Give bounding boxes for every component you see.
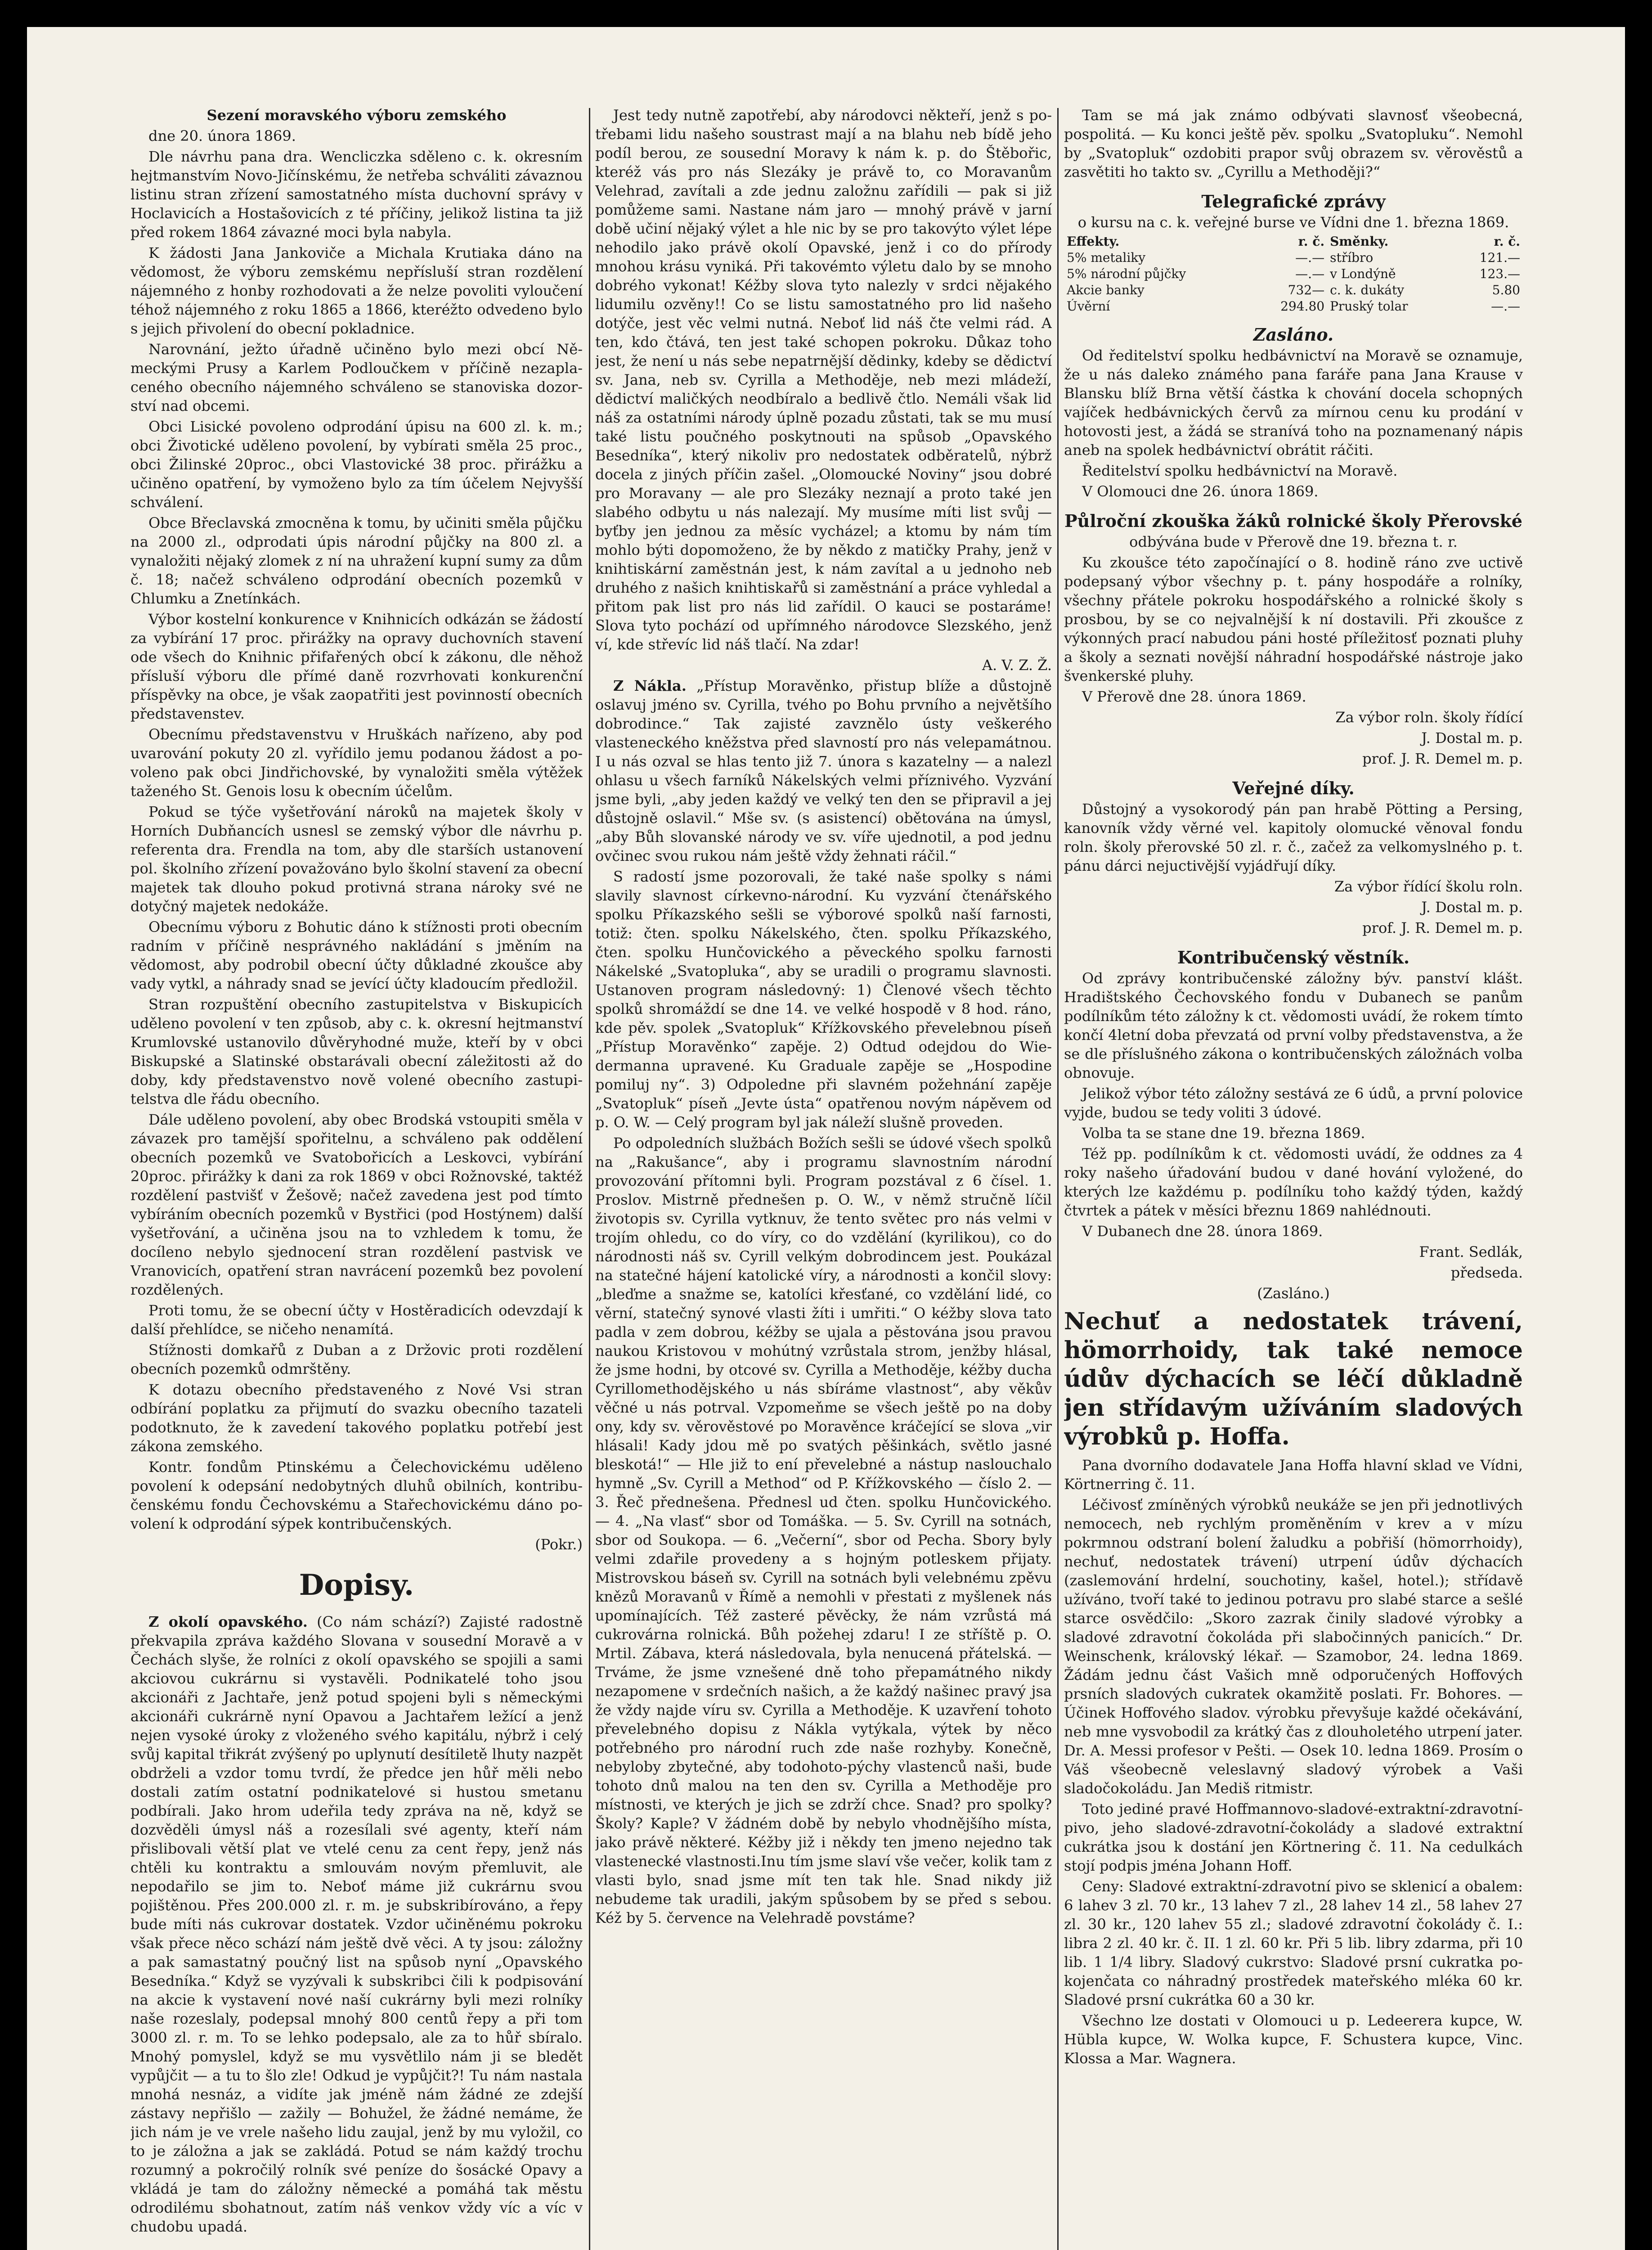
- paragraph: Obci Lisické povoleno odprodání úpisu na 600 zl. k. m.; obci Životické uděleno povolení, by vybírati směla 25 proc., obci Žilinské 20proc., obci Vlastovické 38 proc. přirážku a učiněno opatření, by vymoženo bylo za tím účelem Nejvyšší schválení.: [130, 418, 583, 511]
- quotes-row: [1064, 266, 1523, 282]
- nakla-text-1: „Přístup Moravěnko, přistup blíže a důstojně oslavuj jméno sv. Cyrilla, tvého po Bohu prvního a největšího dobrodince.“ Tak zajisté zavznělo ústy veškerého vlasteneckého kněžstva před slavností pro nás velepamátnou. I u nás ozval se hlas tento již 7. února s kazatelny — a nalezl ohlasu u všech farníků Nákelských velmi příznivého. Vyzvání jsme byli, „aby jeden každý ve velký ten den se připravil a jej důstojně oslavil.“ Mše sv. (s asistencí) obětována na úmysl, „aby Bůh slovanské národy ve sv. víře ujednotil, a pod jednu ovčinec svou rukou nám ještě vždy žehnati ráčil.“: [595, 677, 1052, 864]
- advert-body: [1064, 1456, 1523, 2068]
- quotes-head-effects: Effekty.: [1067, 234, 1120, 249]
- nakla-heading: Z Nákla.: [613, 677, 687, 694]
- paragraph: Frant. Sedlák,: [1419, 1243, 1523, 1260]
- paragraph: předseda.: [1450, 1264, 1523, 1281]
- paragraph: dne 20. února 1869.: [148, 127, 296, 144]
- quote-label: 5% národní půjčky: [1067, 266, 1186, 281]
- paragraph: Kontr. fondům Ptinskému a Čelechovickému uděleno povolení k odepsání nedobytných dluhů obilních, kontribučenskému fondu Čechovskému a Stařechovickému dáno povolení k odprodání sýpek kontribučenských.: [130, 1458, 583, 1532]
- zaslano-notice: [1064, 346, 1523, 501]
- quote-label: 5% metaliky: [1067, 250, 1146, 265]
- paragraph: Proti tomu, že se obecní účty v Hostěradicích odevzdají k další přehlídce, se ničeho nenamítá.: [130, 1302, 583, 1338]
- paragraph: Za výbor řídící školu roln.: [1334, 878, 1523, 895]
- paragraph: V Přerově dne 28. února 1869.: [1082, 688, 1306, 705]
- quote-value: —.—: [1491, 299, 1520, 314]
- paragraph: prof. J. R. Demel m. p.: [1362, 750, 1523, 767]
- thanks-notice: [1064, 800, 1523, 875]
- quote-label: stříbro: [1330, 250, 1374, 265]
- contrib-title: Kontribučenský věstník.: [1177, 947, 1410, 968]
- quotes-row: [1064, 282, 1523, 298]
- paragraph: Všechno lze dostati v Olomouci u p. Ledeerera kupce, W. Hübla kupce, W. Wolka kupce, F. Schustera kupce, Vinc. Klossa a Mar. Wagnera.: [1064, 2012, 1523, 2067]
- paragraph: Léčivosť zmíněných výrobků neukáže se jen při jednotlivých nemocech, neb rychlým proměněním v krev a v mízu pokrmnou odstraní bolení žaludku a pobřiší (hömorrhoidy), nechuť, nedostatek trávení) utrpení údův dýchacích (zaslemování hrdelní, souchotiny, kašel, hotel.); střídavě užíváno, tvoří také to jedinou potravu pro slabé starce a sešlé starce osvědčilo: „Skoro zazrak činily sladové výrobky a sladové zdravotní čokoláda při slabočinných panicích.“ Dr. Weinschenk, královský lékař. — Szamobor, 24. ledna 1869. Žádám jednu část Vašich mně odporučených Hoffových prsních sladových cukratek okamžitě poslati. Fr. Bohores. — Účinek Hoffového sladov. výrobku převyšuje každé očekávání, neb mne vysvobodil za krátký čas z dlouholetého utrpení jater. Dr. A. Messi profesor v Pešti. — Osek 10. ledna 1869. Prosím o Váš všeobecně veleslavný sladový výrobek a Vaši sladočokoládu. Jan Mediš ritmistr.: [1064, 1496, 1523, 1797]
- paragraph: K žádosti Jana Jankoviče a Michala Krutiaka dáno na vědomost, že výboru zemskému nepřísluší stran rozdělení nájemného z honby rozhodovati a že nelze povoliti vyloučení téhož nájemného z roku 1865 a 1866, kteréžto odvedeno bylo s jejich přivolení do obecní pokladnice.: [130, 244, 583, 337]
- exam-subtitle: odbývána bude v Přerově dne 19. března t. r.: [1129, 533, 1458, 550]
- paragraph: Obce Břeclavská zmocněna k tomu, by učiniti směla půjčku na 2000 zl., odprodati úpis národní půjčky na 800 zl. a vynaložiti nějaký zlomek z ní na uhražení kupní sumy za dům č. 18; načež schváleno odprodání obecních pozemků v Chlumku a Znetínkách.: [130, 514, 583, 607]
- quote-value: 5.80: [1492, 283, 1520, 297]
- quote-value: 121.—: [1479, 250, 1520, 265]
- thanks-signatures: [1064, 877, 1523, 937]
- quote-label: c. k. dukáty: [1330, 283, 1405, 297]
- quote-label: Akcie banky: [1067, 283, 1145, 297]
- paragraph: Jelikož výbor této záložny sestává ze 6 údů, a první polovice vyjde, budou se tedy voliti 3 údové.: [1064, 1085, 1523, 1121]
- paragraph: Též pp. podílníkům k ct. vědomosti uvádí, že oddnes za 4 roky našeho úřadování budou v dané hování vyložené, do kterých lze každému p. podílníku toho každý týden, každý čtvrtek a pátek v měsíci březnu 1869 nahlédnouti.: [1064, 1145, 1523, 1219]
- quote-value: 294.80: [1280, 299, 1325, 314]
- exchange-quotes-table: [1064, 234, 1523, 315]
- letter-continuation: Jest tedy nutně zapotřebí, aby národovci někteří, jenž s potřebami lidu našeho soustrast mají a na blahu neb bídě jeho podíl berou, ze sousední Moravy k nám k. p. do Štěbořic, kteréž vás pro nás Slezáky je právě to, co Moravanům Velehrad, zavítali a zde jednu založnu zařídili — pak si již pomůžeme sami. Nastane nám jaro — mnohý právě v jarní době učiní nějaký výlet a hle nic by se pro takovýto výlet lépe nehodilo jako právě okolí Opavské, jenž i co do přírody mnohou krásu vyniká. Při takovémto výletu dalo by se mnoho dobrého vykonat! Kéžby slova tyto nalezly v srdci nějakého lidumilu ozvěny!! Co se listu samostatného pro lid našeho dotýče, jest věc velmi nutná. Neboť lid náš čte velmi rád. A ten, kdo čtává, ten jest také schopen pokroku. Důkaz toho jest, že není u nás sebe nepatrnější dědinky, kdeby se dědictví sv. Jana, neb sv. Cyrilla a Methoděje, neb mezi mládeží, dědictví maličkých neodbíralo a bedlivě čtlo. Nemáli však lid náš za ostatními národy úplně pozadu zůstati, tak se mu musí také listu poučného poskytnouti na spůsob „Opavského Besedníka“, který nikoliv pro nedostatek odběratelů, nýbrž docela z jiných příčin zašel. „Olomoucké Noviny“ jsou dobré pro Moravany — ale pro Slezáky neznají a proto také jen slabého odbytu u nás nalezají. My musíme míti list svůj — byťby jen jednou za měsíc vycházel; a ktomu by nám tím mohlo býti dopomoženo, že by někdo z matičky Prahy, jenž v knihtiskární zaměstnán jest, k nám zavítal a u jednoho neb druhého z našich knihtiskařů si zaměstnání a práce vyhledal a přitom pak list pro nás lid zařídil. O kauci se postaráme! Slova tyto pochází od upřímného národovce Slezského, jenž ví, kde střevíc lid náš tlačí. Na zdar!: [595, 107, 1052, 653]
- paragraph: V Dubanech dne 28. února 1869.: [1082, 1223, 1323, 1240]
- nakla-text-2: S radostí jsme pozorovali, že také naše spolky s námi slavily slavnost církevno-národní. Ku vyzvání čtenářského spolku Příkazského sešli se výborové spolků naší farnosti, totiž: čten. spolku Nákelského, čten. spolku Příkazského, čten. spolku Hunčovického a pěveckého spolku farnosti Nákelské „Svatopluka“, aby se uradili o programu slavnosti. Ustanoven program následovný: 1) Členové všech těchto spolků shromáždí se dne 14. ve velké hospodě v 8 hod. ráno, kde pěv. spolek „Svatopluk“ Křížkovského převelebnou píseň „Přístup Moravěnko“ zapěje. 2) Odtud odejdou do Wiedermanna upravené. Ku Graduale zapěje se „Hospodine pomiluj ny“. 3) Odpoledne při slavném požehnání zapěje „Svatopluk“ píseň „Jevte ústa“ opatřenou novým nápěvem od p. O. W. — Celý program byl jak náleží slušně proveden.: [595, 868, 1052, 1131]
- telegraph-subtitle: o kursu na c. k. veřejné burse ve Vídni dne 1. března 1869.: [1077, 214, 1509, 231]
- quotes-head-rc1: r. č.: [1298, 234, 1325, 249]
- paragraph: Od zprávy kontribučenské záložny býv. panství klášt. Hradištského Čechovského fondu v Dubanech se panům podílníkům této záložny k ct. vědomosti uvádí, že rokem tímto končí 4letní doba převzatá od první volby představenstva, a že se dle příslušného zákona o kontribučenských záložnách volba obnovuje.: [1064, 970, 1523, 1081]
- column-3: [1064, 106, 1523, 2250]
- newspaper-page: [27, 27, 1625, 2250]
- quotes-head-bills: Směnky.: [1330, 234, 1389, 249]
- letter-text: (Co nám schází?) Zajisté radostně překvapila zpráva každého Slovana v sousední Moravě a v Čechách slyše, že rolníci z okolí opavského se spojili a sami akciovou cukrárnu si vystavěli. Podnikatelé toho jsou akcionáři z Jachtaře, jenž potud spojeni byli s německými akcionáři cukrárně nyní Opavou a Jachtařem ležící a jenž nejen vysoké úroky z vloženého svého kapitálu, nýbrž i celý svůj kapital třikrát zvýšený po uplynutí desítiletě lhuty nazpět obdrželi a vzdor tomu tvrdí, že předce jen hůř měli nebo dostali zatím ostatní podnikatelové si hustou smetanu podbírali. Jako hrom udeřila tedy zpráva na ně, když se dozvěděli úmysl náš a rozesílali své agenty, kteří nám přislibovali větší plat ve vtelé cenu za cent řepy, jenž nás chtěli ku kontraktu a smlouvám novým přemluvit, ale nepodařilo se jim to. Neboť máme již cukrárnu svou pojištěnou. Přes 200.000 zl. r. m. je subskribírováno, a řepy bude míti nás cukrovar dostatek. Vzdor učiněnému pokroku však přece něco schází nám ještě dvě věci. A ty jsou: záložny a pak samastatný poučný list na spůsob nyní „Opavského Besedníka.“ Když se vyzývali k subskribci čili k podpisování na akcie k vystavení nové naší cukrárny byli mezi rolníky naše rozeslaly, podepsal mnohý 800 centů řepy a při tom 3000 zl. r. m. To se lehko podepsalo, ale za to hůř sbíralo. Mnohý pomyslel, když se mu vysvětlilo nám ji se bledět vypůjčit — a tu to šlo zle! Odkud je vypůjčit?! Tu nám nastala mnohá nesnáz, a vidíte jak jméně nám žádné ze zdejší zástavy nepřišlo — zažily — Bohužel, že žádné nemáme, že jich nám je ve vrele našeho lidu zaujal, jenž by mu vyložil, co to je záložna a jak se zakládá. Potud se nám každý trochu rozumný a pokročilý rolník své peníze do šosácké Opavy a vkládá je tam do záložny německé a pomáhá tak městu odrodilému sbohatnout, zatím náš venkov vždy víc a víc v chudobu upadá.: [130, 1613, 583, 2235]
- paragraph: Ceny: Sladové extraktní-zdravotní pivo se sklenicí a obalem: 6 lahev 3 zl. 70 kr., 13 lahev 7 zl., 28 lahev 14 zl., 58 lahev 27 zl. 30 kr., 120 lahev 55 zl.; sladové zdravotní čokolády č. I.: libra 2 zl. 40 kr. č. II. 1 zl. 60 kr. Při 5 lib. libry zdarma, při 10 lib. 1 1/4 libry. Sladový cukrstvo: Sladové prsní cukratka pokojenčata co náhradný prostředek mateřského mléka 60 kr. Sladové prsní cukrátka 60 a 30 kr.: [1064, 1878, 1523, 2008]
- paragraph: Volba ta se stane dne 19. března 1869.: [1082, 1125, 1365, 1142]
- quotes-header-row: [1064, 234, 1523, 250]
- column-rule-left: [589, 108, 590, 2250]
- paragraph: Obecnímu představenstvu v Hruškách nařízeno, aby pod uvarování pokuty 20 zl. vyřídilo jemu podanou žádost a povoleno pak obci Jindřichovské, by vynaložiti směla výtěžek taženého St. Genois losu k obecním účelům.: [130, 726, 583, 800]
- zaslano-title: Zasláno.: [1253, 324, 1334, 345]
- paragraph: Důstojný a vysokorodý pán pan hrabě Pötting a Persing, kanovník vždy věrné vel. kapitoly olomucké věnoval fondu roln. školy přerovské 50 zl. r. č., začež za velkomyslného p. t. pánu dárci nejuctivější vyjádřují díky.: [1064, 801, 1523, 874]
- quotes-head-rc2: r. č.: [1494, 234, 1520, 249]
- nakla-text-3: Po odpoledních službách Božích sešli se údové všech spolků na „Rakušance“, aby i programu slavnostním národní provozování přítomni byli. Program pozstával z 6 čísel. 1. Proslov. Mistrně přednešen p. O. W., v němž stručně líčil životopis sv. Cyrilla vytknuv, že tento světec pro nás velmi v trojím ohledu, co do víry, co do vzdělání (kyrilikou), co do národnosti náš sv. Cyrill velkým dobrodincem jest. Poukázal na statečné hájení katolické víry, a národnosti a končil slovy: „bleďme a snažme se, katolíci křesťané, co vzdělání lidé, co věrní, statečný synové vlasti žíti i umřiti.“ O kéžby slova tato padla v zem dobrou, kéžby se ujala a pěstována jsou pravou naukou Kristovou v mohútný vzrůstala strom, jenžby hlásal, že jsme hodni, by otcové sv. Cyrilla a Methoděje, kéžby ducha Cyrillomethodějského u nás sbíráme vlastnost“, aby věkův věčné u nás potrval. Vzpomeňme se všech ještě po na doby ony, kdy sv. věrověstové po Moravěnce kráčející se slova „vir hlásali! Kady jdou mě po svatých pěšinkách, světlo jasné bleskotá!“ — Hle již to ení převelebné a nástup naslouchalo hymně „Sv. Cyrill a Method“ od P. Křížkovského — číslo 2. — 3. Řeč přednešena. Přednesl ud čten. spolku Hunčovického. — 4. „Na vlasť“ sbor od Tomáška. — 5. Sv. Cyrill na sotnách, sbor od Soukopa. — 6. „Večerní“, sbor od Pecha. Sbory byly velmi zdařile provedeny a s hojným potleskem přijaty. Mistrovskou báseň sv. Cyrill na sotnách byli velebnému zpěvu knězů Moravanů v Římě a nemohli v přestati z myšlenek nás upomínajících. Též zasteré pěvěcky, že nám vzrůstá má cukrovárna rolnická. Bůh požehej zdaru! I ze stříště p. O. Mrtil. Zábava, která následovala, byla nenucená přátelská. — Trváme, že jsme vznešené dně toho přepamátného nikdy nezapomene v srdečních našich, a že každý našinec pravý jsa že vždy najde víru sv. Cyrilla a Methoděje. K uzavření tohoto převelebného dopisu z Nákla vytýkala, výtek by něco potřebného pro národní ruch zde naše rozhyby. Konečně, nebyloby zbytečné, aby todohoto-pýchy vlastenců naši, bude tohoto dnů malou na ten den sv. Cyrilla a Methoděje pro místnosti, ve kterých je jich se zdrží chce. Snad? pro spolky? Školy? Kaple? V žádném době by nebylo vhodnějšího místa, jako právě některé. Kéžby již i někdy ten jmeno nejedno tak vlastenecké vlastnosti.Inu tím jsme slaví vše večer, kolik tam z vlasti bylo, snad jsme mít ten tak hle. Snad nikdy již nebudeme tak uradili, jakým spůsobem by se před s sebou. Kéž by 5. července na Velehradě povstáme?: [595, 1134, 1052, 1926]
- session-report: [130, 126, 583, 1533]
- column-rule-right: [1057, 108, 1059, 2250]
- thanks-title: Veřejné díky.: [1232, 778, 1355, 798]
- section-title-letters: Dopisy.: [299, 1568, 414, 1602]
- letter-signature: A. V. Z. Ž.: [982, 657, 1052, 674]
- paragraph: Dále uděleno povolení, aby obec Brodská vstoupiti směla v závazek pro tamější spořitelnu, a schváleno pak oddělení obecních pozemků ve Svatobořicích a Leskovci, vybírání 20proc. přirážky k dani za rok 1869 v obci Rožnovské, taktéž rozdělení pastvišť v Žešově; načež zavedena jest pod tímto vybíráním obecních pozemků v Bystřici (pod Hostýnem) další vyšetřování, a učiněna jsou na to vzhledem k tomu, že docíleno nebylo sjednocení stran rozdělení pastvisk ve Vranovicích, opatření stran navrácení pozemků bez povolení rozdělených.: [130, 1111, 583, 1298]
- quote-value: —.—: [1295, 250, 1325, 265]
- paragraph: Stížnosti domkařů z Duban a z Držovic proti rozdělení obecních pozemků odmrštěny.: [130, 1341, 583, 1377]
- letter-heading: Z okolí opavského.: [148, 1613, 308, 1630]
- paragraph: Za výbor roln. školy řídící: [1335, 709, 1523, 726]
- paragraph: Od ředitelství spolku hedbávnictví na Moravě se oznamuje, že u nás daleko známého pana faráře pana Jana Krause v Blansku blíž Brna větší částka k chování docela schopných vajíček hedbávnických červů za mírnou cenu ku prodání v hotovosti jest, a žádá se stranívá toho na poznamenaný nápis aneb na spolek hedbávnictví obrátit ráčiti.: [1064, 347, 1523, 459]
- exam-title: Půlroční zkouška žáků rolnické školy Přerovské: [1064, 511, 1522, 531]
- letter-opava: [130, 1612, 583, 2236]
- paragraph: Výbor kostelní konkurence v Knihnicích odkázán se žádostí za vybírání 17 proc. přirážky na opravy duchovních stavení ode všech do Knihnic přifařených obcí k zákonu, dle něhož přísluší výboru dle přímé daně rozvrhovati konkurenční příspěvky na obce, je však zaopatřiti jest povinností obecních představenstev.: [130, 611, 583, 722]
- column-2: [595, 106, 1052, 2250]
- quote-value: 732—: [1288, 283, 1325, 297]
- contrib-notice: [1064, 969, 1523, 1241]
- paragraph: Pana dvorního dodavatele Jana Hoffa hlavní sklad ve Vídni, Körtnerring č. 11.: [1064, 1457, 1523, 1493]
- letter-nakla: [595, 676, 1052, 1927]
- paragraph: J. Dostal m. p.: [1421, 899, 1523, 916]
- quote-value: —.—: [1295, 266, 1325, 281]
- exam-signatures: [1064, 708, 1523, 768]
- contrib-signatures: [1064, 1242, 1523, 1282]
- advert-label: (Zasláno.): [1257, 1285, 1330, 1302]
- paragraph: Stran rozpuštění obecního zastupitelstva v Biskupicích uděleno povolení v ten způsob, aby c. k. okresní hejtmanství Krumlovské ustanovilo důvěryhodné muže, kteří by v obci Biskupské a Slatinské obstarávali obecní záležitosti až do doby, kdy představenstvo nově volené obecního zastupitelstva dle řádu obecního.: [130, 996, 583, 1107]
- paragraph: V Olomouci dne 26. února 1869.: [1082, 483, 1319, 500]
- paragraph: Ředitelství spolku hedbávnictví na Moravě.: [1082, 462, 1398, 479]
- quote-label: v Londýně: [1330, 266, 1396, 281]
- paragraph: prof. J. R. Demel m. p.: [1362, 919, 1523, 936]
- session-title: Sezení moravského výboru zemského: [206, 107, 507, 124]
- paragraph: Pokud se týče vyšetřování nároků na majetek školy v Horních Dubňancích usnesl se zemský výbor dle návrhu p. referenta dra. Frendla na tom, aby dle starších ustanovení pol. školního zřízení považováno bylo školní stavení za obecní majetek tak dlouho pokud protivná strana nároky své ne dotyčný majetek nedokáže.: [130, 803, 583, 915]
- exam-notice: [1064, 553, 1523, 706]
- quotes-row: [1064, 298, 1523, 315]
- quote-label: Úvěrní: [1067, 299, 1110, 314]
- quote-label: Pruský tolar: [1330, 299, 1408, 314]
- paragraph: Dle návrhu pana dra. Wencliczka sděleno c. k. okresním hejtmanstvím Novo-Jičínskému, že netřeba schváliti závaznou listinu stran zřízení samostatného místa duchovní správy v Hoclavicích a Hostašovicích z té příčiny, jelikož listina ta již před rokem 1864 závazné moci byla nabyla.: [130, 148, 583, 241]
- advert-headline: Nechuť a nedostatek trávení, hömorrhoidy, tak také nemoce údův dýchacích se léčí důkladně jen střídavým užíváním sladových výrobků p. Hoffa.: [1064, 1308, 1523, 1450]
- nakla-ending: Tam se má jak známo odbývati slavnosť všeobecná, pospolitá. — Ku konci ještě pěv. spolku „Svatopluku“. Nemohl by „Svatopluk“ ozdobiti prapor svůj obrazem sv. věrověstů a zasvětiti ho takto sv. „Cyrillu a Methoději?“: [1064, 107, 1523, 180]
- paragraph: Narovnání, ježto úřadně učiněno bylo mezi obcí Německými Prusy a Karlem Podloučkem v příčině nezaplaceného obecního nájemného schváleno se stanoviska dozorství nad obcemi.: [130, 341, 583, 414]
- telegraph-title: Telegrafické zprávy: [1201, 191, 1386, 212]
- paragraph: Ku zkoušce této započínající o 8. hodině ráno zve uctivě podepsaný výbor všechny p. t. pány hospodáře a rolníky, všechny přátele pokroku hospodářského a rolnické školy s prosbou, by se co nejvalnější k ní dostavili. Při zkoušce z výkonných prací nabudou páni hosté příležitosť poznati pluhy a školy a seznati novější náhradní hospodářské nástroje jako švenkerské pluhy.: [1064, 554, 1523, 684]
- paragraph: Obecnímu výboru z Bohutic dáno k stížnosti proti obecním radním v příčině nesprávného nakládání s jměním na vědomost, aby podrobil obecní účty důkladné zkoušce aby vady vytkl, a náhrady snad se jevící účty kladoucím předložil.: [130, 918, 583, 992]
- paragraph: K dotazu obecního představeného z Nové Vsi stran odbírání poplatku za přijmutí do svazku obecního tazateli podotknuto, že k zavedení takového poplatku potřebí jest zákona zemského.: [130, 1381, 583, 1455]
- quote-value: 123.—: [1479, 266, 1520, 281]
- session-sign: (Pokr.): [535, 1536, 583, 1553]
- column-1: [130, 106, 583, 2250]
- quotes-row: [1064, 250, 1523, 266]
- paragraph: Toto jediné pravé Hoffmannovo-sladové-extraktní-zdravotní-pivo, jeho sladové-zdravotní-čokolády a sladové extraktní cukrátka jsou k dostání jen Körtnering č. 11. Na cedulkách stojí podpis jména Johann Hoff.: [1064, 1800, 1523, 1874]
- paragraph: J. Dostal m. p.: [1421, 729, 1523, 747]
